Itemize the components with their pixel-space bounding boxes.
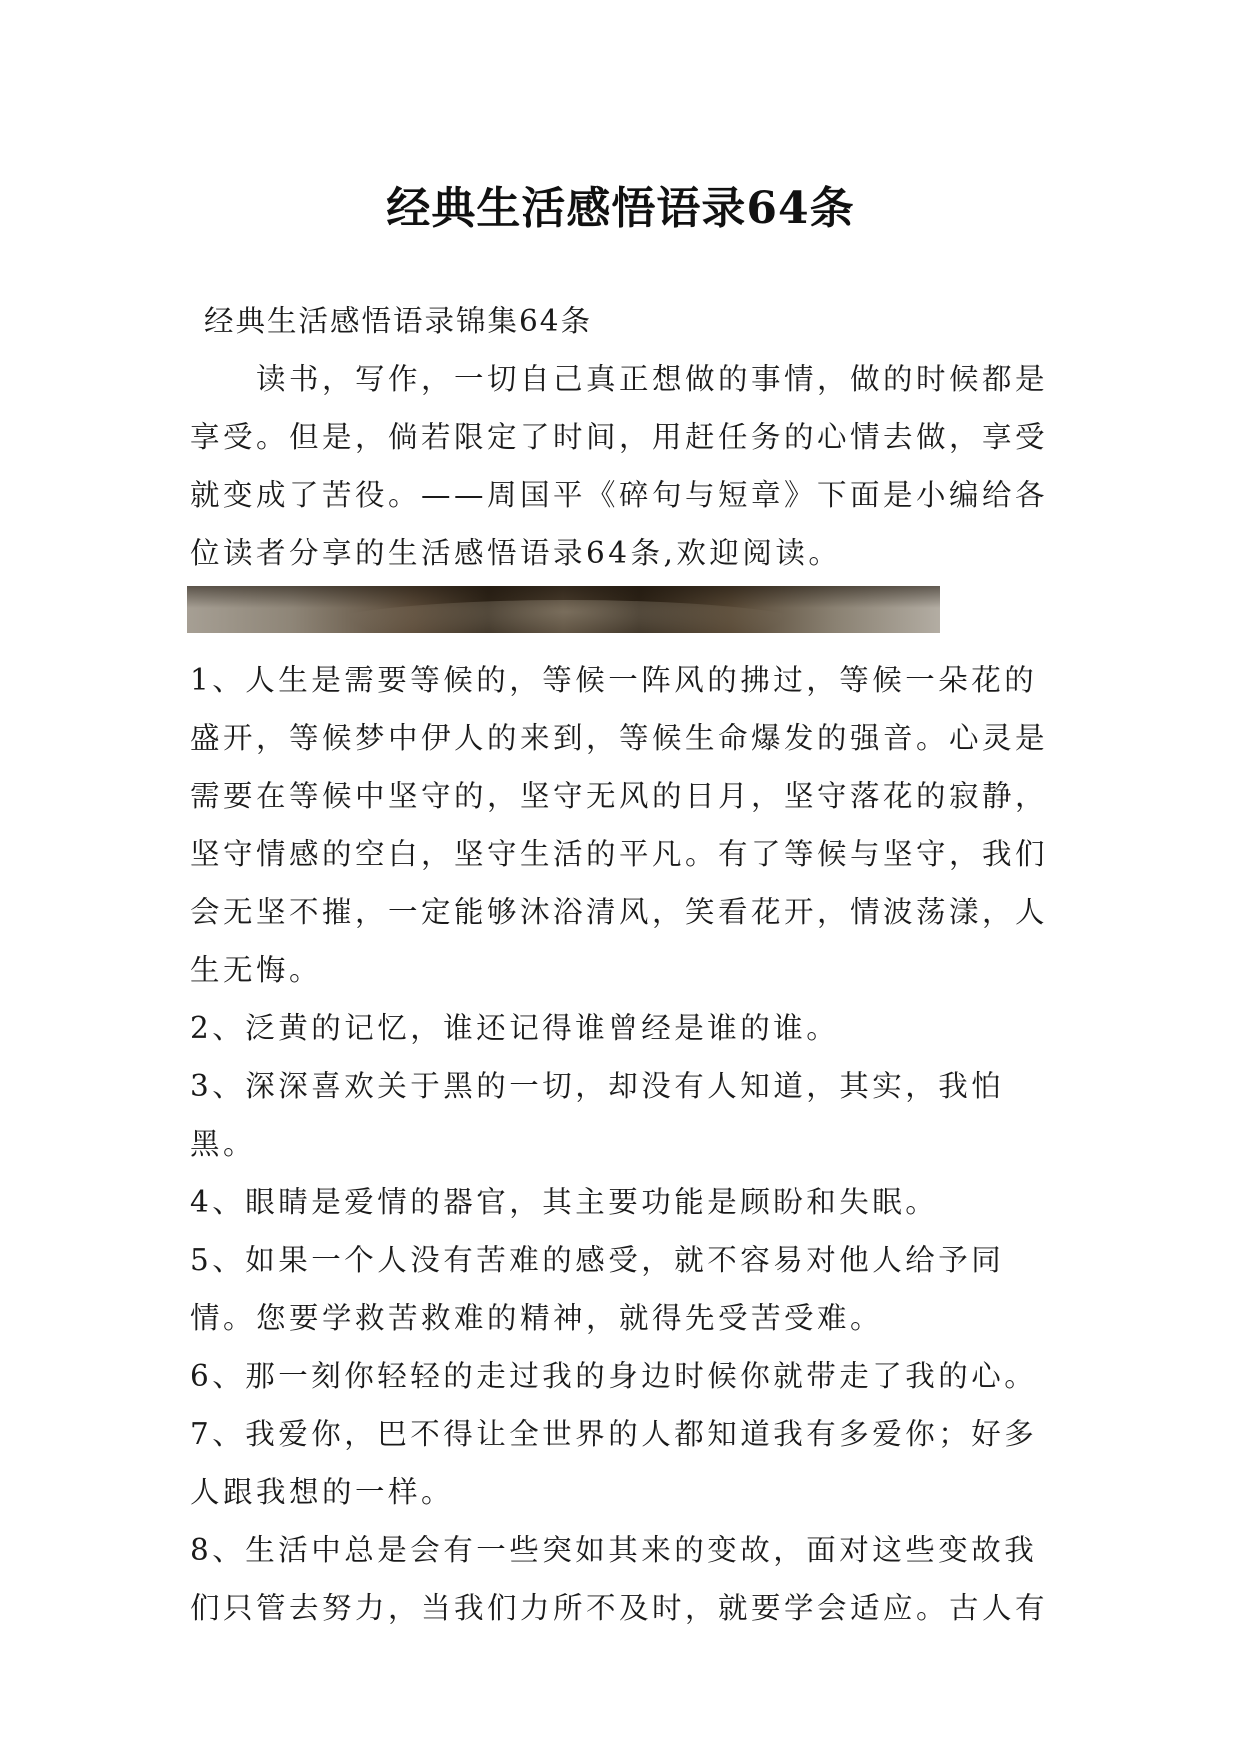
embedded-photo xyxy=(187,586,940,633)
quote-item: 6、那一刻你轻轻的走过我的身边时候你就带走了我的心。 xyxy=(190,1359,1038,1393)
document-title: 经典生活感悟语录64条 xyxy=(386,183,855,235)
document-subtitle: 经典生活感悟语录锦集64条 xyxy=(204,304,593,338)
quote-item: 3、深深喜欢关于黑的一切，却没有人知道，其实，我怕黑。 xyxy=(190,1069,1005,1161)
quote-item: 7、我爱你，巴不得让全世界的人都知道我有多爱你；好多人跟我想的一样。 xyxy=(190,1417,1038,1509)
intro-paragraph: 读书，写作，一切自己真正想做的事情，做的时候都是享受。但是，倘若限定了时间，用赶任务的心情去做，享受就变成了苦役。——周国平《碎句与短章》下面是小编给各位读者分享的生活感悟语录64条,欢迎阅读。 xyxy=(190,362,1049,570)
quote-item: 2、泛黄的记忆，谁还记得谁曾经是谁的谁。 xyxy=(190,1011,840,1045)
quote-item: 1、人生是需要等候的，等候一阵风的拂过，等候一朵花的盛开，等候梦中伊人的来到，等候生命爆发的强音。心灵是需要在等候中坚守的，坚守无风的日月，坚守落花的寂静，坚守情感的空白，坚守生活的平凡。有了等候与坚守，我们会无坚不摧，一定能够沐浴清风，笑看花开，情波荡漾，人生无悔。 xyxy=(190,663,1049,987)
quote-item: 8、生活中总是会有一些突如其来的变故，面对这些变故我们只管去努力，当我们力所不及时，就要学会适应。古人有 xyxy=(190,1533,1049,1625)
quote-item: 5、如果一个人没有苦难的感受，就不容易对他人给予同情。您要学救苦救难的精神，就得先受苦受难。 xyxy=(190,1243,1005,1335)
document-body xyxy=(190,292,1070,1637)
quote-item: 4、眼睛是爱情的器官，其主要功能是顾盼和失眠。 xyxy=(190,1185,939,1219)
